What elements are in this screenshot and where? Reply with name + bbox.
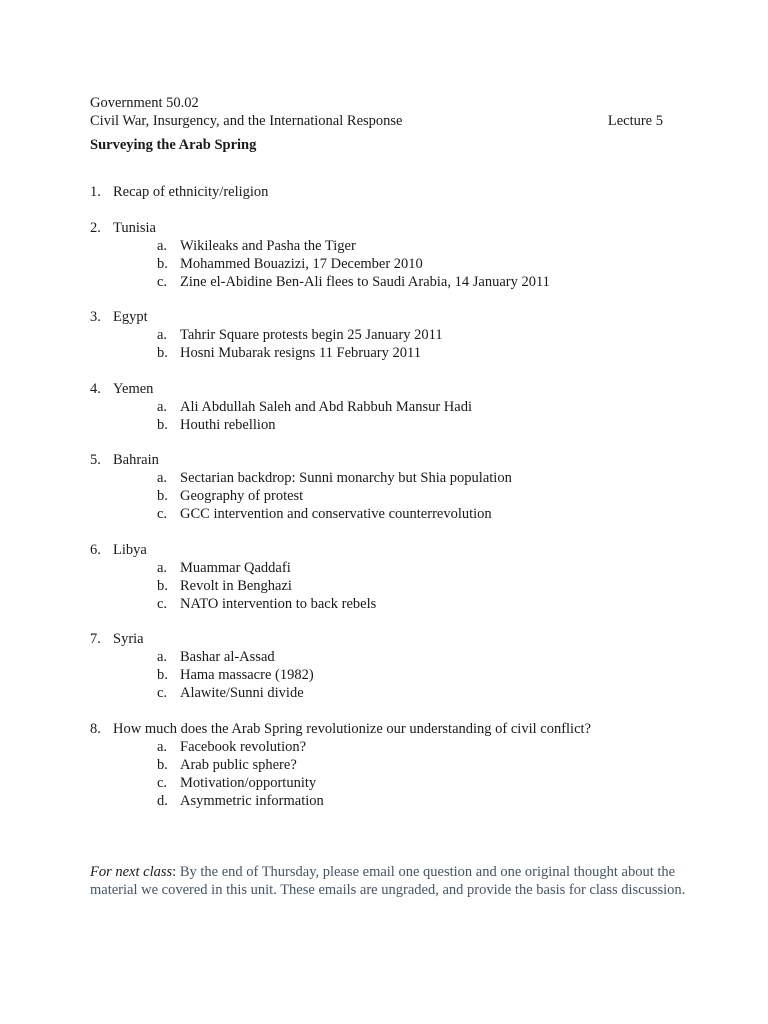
subtopic-text: Muammar Qaddafi bbox=[180, 559, 291, 576]
subtopic-item bbox=[90, 237, 680, 255]
topic-number: 4. bbox=[90, 380, 101, 397]
subtopic-text: Hama massacre (1982) bbox=[180, 667, 314, 683]
subtopic-text: Mohammed Bouazizi, 17 December 2010 bbox=[180, 255, 423, 272]
subtopic-text: Facebook revolution? bbox=[180, 738, 307, 755]
subtopic-item bbox=[90, 398, 680, 416]
subtopic-text: Alawite/Sunni divide bbox=[180, 685, 304, 701]
topic-label: Bahrain bbox=[113, 452, 159, 468]
topic-heading bbox=[90, 541, 680, 559]
document-page bbox=[90, 94, 680, 827]
subtopic-item bbox=[90, 255, 680, 273]
subtopic-letter: b. bbox=[157, 255, 168, 272]
subtopic-letter: b. bbox=[157, 577, 168, 594]
subtopic-item bbox=[90, 792, 680, 810]
subtopic-letter: c. bbox=[157, 685, 168, 701]
topic-item bbox=[90, 541, 680, 613]
subtopic-item bbox=[90, 273, 680, 291]
subtopic-item bbox=[90, 774, 680, 792]
subtopic-item bbox=[90, 595, 680, 613]
next-class-note bbox=[90, 863, 690, 899]
subtopic-letter: b. bbox=[157, 345, 168, 361]
topic-item bbox=[90, 219, 680, 291]
subtopic-letter: a. bbox=[157, 398, 168, 415]
topic-item bbox=[90, 308, 680, 362]
topic-number: 8. bbox=[90, 720, 101, 737]
subtopic-letter: b. bbox=[157, 756, 168, 773]
subtopic-text: Sectarian backdrop: Sunni monarchy but Shia population bbox=[180, 470, 512, 486]
next-class-label: For next class bbox=[90, 864, 173, 880]
subtopic-item bbox=[90, 487, 680, 505]
subtopic-letter: c. bbox=[157, 506, 168, 522]
subtopic-text: Arab public sphere? bbox=[180, 756, 297, 773]
subtopic-text: Bashar al-Assad bbox=[180, 649, 275, 665]
topic-heading bbox=[90, 308, 680, 326]
topic-heading bbox=[90, 451, 680, 469]
subtopic-letter: a. bbox=[157, 237, 168, 254]
topic-item bbox=[90, 380, 680, 434]
subtopic-item bbox=[90, 666, 680, 684]
subtopic-letter: b. bbox=[157, 488, 168, 504]
subtopic-text: Houthi rebellion bbox=[180, 416, 276, 433]
subtopic-letter: d. bbox=[157, 792, 168, 809]
subtopic-item bbox=[90, 684, 680, 702]
topic-number: 5. bbox=[90, 452, 101, 468]
subtopic-text: Asymmetric information bbox=[180, 792, 324, 809]
topic-label: Recap of ethnicity/religion bbox=[113, 184, 269, 200]
topic-item bbox=[90, 451, 680, 523]
next-class-colon: : bbox=[172, 864, 177, 880]
topic-label: Tunisia bbox=[113, 219, 156, 236]
subtopic-item bbox=[90, 416, 680, 434]
subtopic-text: Ali Abdullah Saleh and Abd Rabbuh Mansur Hadi bbox=[180, 398, 472, 415]
subtopic-text: Revolt in Benghazi bbox=[180, 577, 292, 594]
topic-number: 1. bbox=[90, 184, 101, 200]
subtopic-text: Geography of protest bbox=[180, 488, 304, 504]
topic-number: 6. bbox=[90, 541, 101, 558]
topic-label: Egypt bbox=[113, 309, 148, 325]
subtopic-text: Wikileaks and Pasha the Tiger bbox=[180, 237, 356, 254]
subtopic-text: Zine el-Abidine Ben-Ali flees to Saudi Arabia, 14 January 2011 bbox=[180, 273, 550, 290]
subtopic-item bbox=[90, 559, 680, 577]
subtopic-item bbox=[90, 756, 680, 774]
subtopic-item bbox=[90, 738, 680, 756]
subtopic-item bbox=[90, 326, 680, 344]
topic-number: 7. bbox=[90, 631, 101, 647]
subtopic-letter: b. bbox=[157, 416, 168, 433]
topic-number: 3. bbox=[90, 309, 101, 325]
subtopic-item bbox=[90, 648, 680, 666]
subtopic-letter: a. bbox=[157, 327, 168, 343]
topic-label: Libya bbox=[113, 541, 147, 558]
subtopic-item bbox=[90, 505, 680, 523]
subtopic-letter: a. bbox=[157, 738, 168, 755]
subtopic-text: GCC intervention and conservative counterrevolution bbox=[180, 506, 492, 522]
topic-label: Yemen bbox=[113, 380, 154, 397]
course-subtitle: Civil War, Insurgency, and the International Response bbox=[90, 113, 403, 129]
topic-item bbox=[90, 720, 680, 810]
topic-heading bbox=[90, 183, 680, 201]
subtopic-letter: b. bbox=[157, 667, 168, 683]
subtopic-letter: c. bbox=[157, 774, 168, 791]
topic-heading bbox=[90, 630, 680, 648]
subtopic-text: NATO intervention to back rebels bbox=[180, 595, 377, 612]
topic-heading bbox=[90, 720, 680, 738]
subtopic-text: Hosni Mubarak resigns 11 February 2011 bbox=[180, 345, 421, 361]
subtopic-letter: a. bbox=[157, 649, 168, 665]
topic-heading bbox=[90, 380, 680, 398]
subtopic-item bbox=[90, 469, 680, 487]
subtopic-letter: a. bbox=[157, 559, 168, 576]
subtopic-item bbox=[90, 577, 680, 595]
subtopic-item bbox=[90, 344, 680, 362]
topic-item bbox=[90, 183, 680, 201]
topic-item bbox=[90, 630, 680, 702]
subtopic-text: Tahrir Square protests begin 25 January 2011 bbox=[180, 327, 443, 343]
topic-label: Syria bbox=[113, 631, 144, 647]
topic-number: 2. bbox=[90, 219, 101, 236]
subtopic-text: Motivation/opportunity bbox=[180, 774, 317, 791]
subtopic-letter: c. bbox=[157, 595, 168, 612]
subtopic-letter: c. bbox=[157, 273, 168, 290]
course-code: Government 50.02 bbox=[90, 95, 199, 111]
topic-heading bbox=[90, 219, 680, 237]
lecture-title: Surveying the Arab Spring bbox=[90, 137, 257, 153]
topic-label: How much does the Arab Spring revolutionize our understanding of civil conflict? bbox=[113, 720, 591, 737]
lecture-number: Lecture 5 bbox=[607, 113, 663, 129]
next-class-text: By the end of Thursday, please email one question and one original thought about the material we covered in this unit. These emails are ungraded, and provide the basis for class discussion. bbox=[90, 864, 686, 898]
topic-list bbox=[90, 183, 680, 810]
header-row bbox=[90, 112, 663, 130]
subtopic-letter: a. bbox=[157, 470, 168, 486]
